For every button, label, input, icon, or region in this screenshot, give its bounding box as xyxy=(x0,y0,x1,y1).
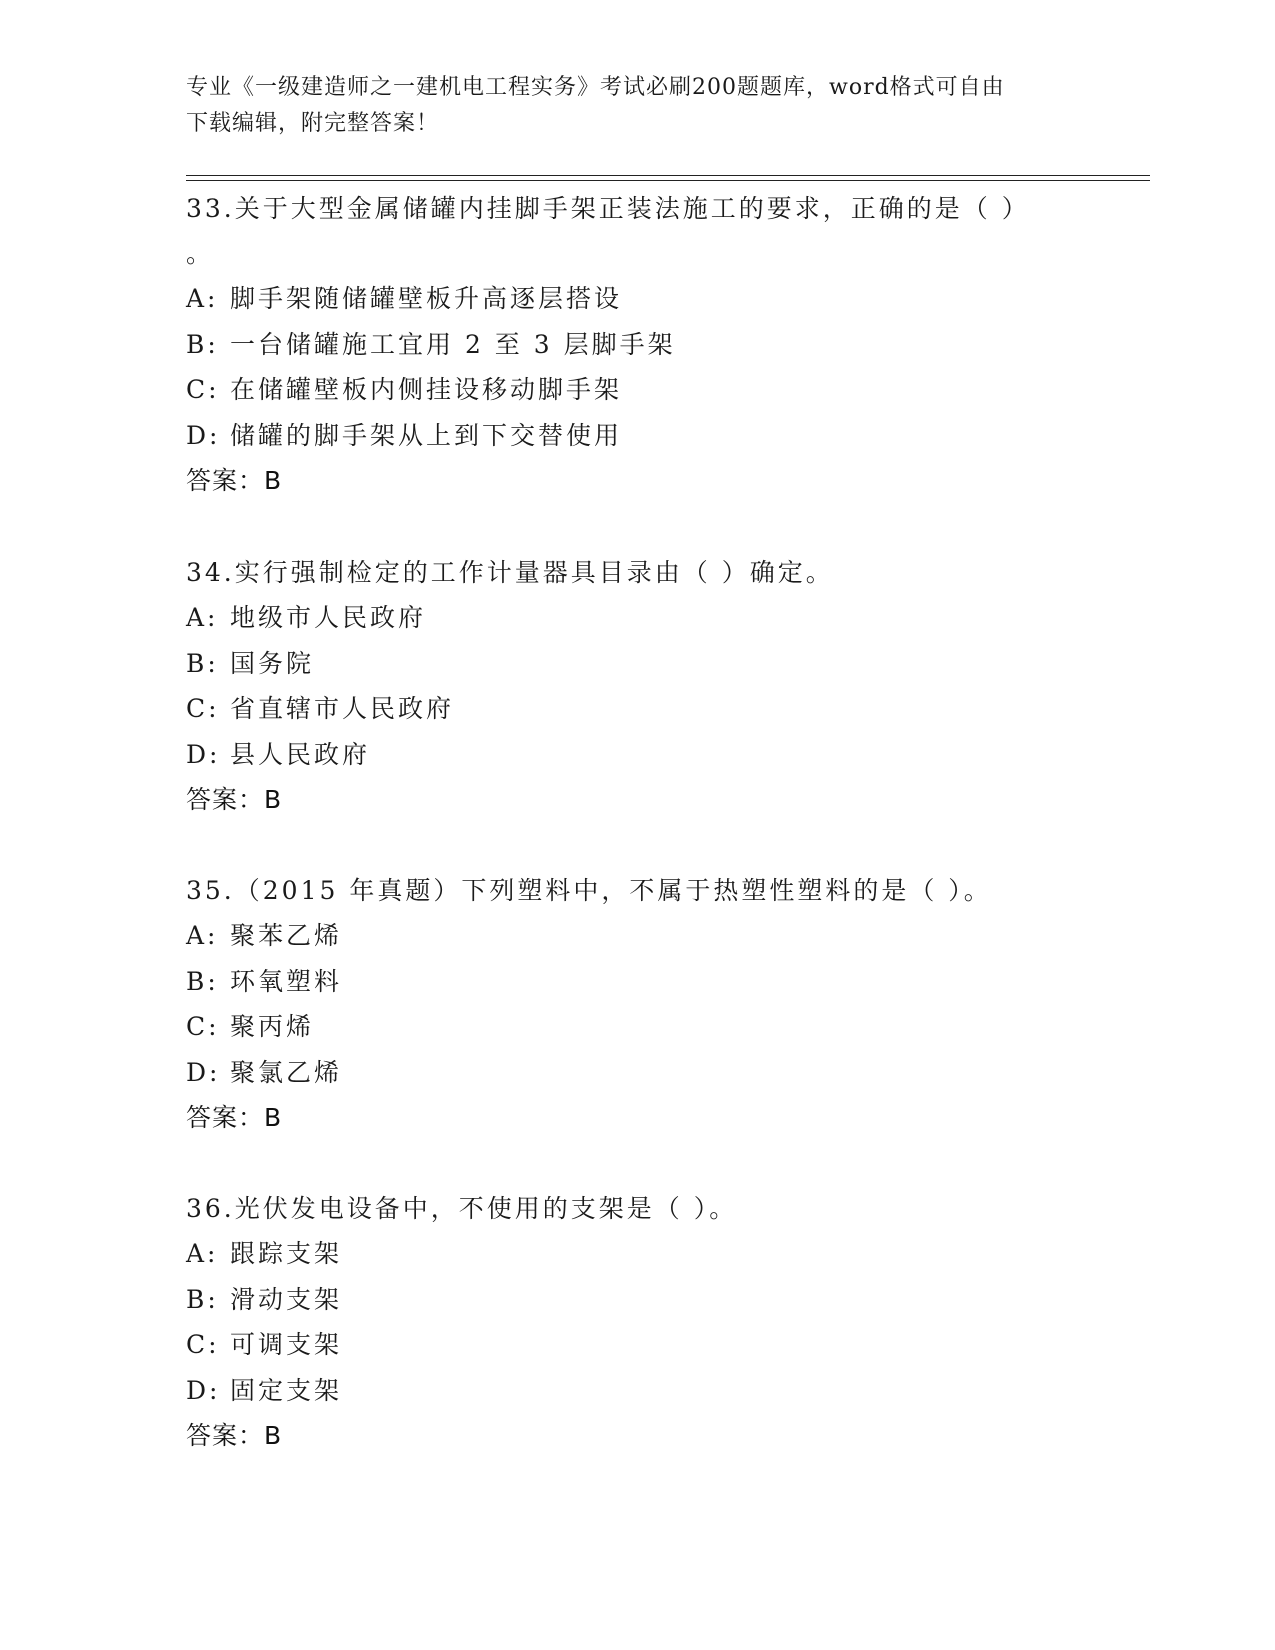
question-stem: 35.（2015 年真题）下列塑料中，不属于热塑性塑料的是（ ）。 xyxy=(186,876,992,905)
option-letter: A: xyxy=(186,603,219,632)
option-d xyxy=(186,1050,1086,1096)
option-letter: B: xyxy=(186,966,219,996)
option-c xyxy=(186,1322,1086,1368)
question-36 xyxy=(186,1186,1086,1458)
header-line-1: 专业《一级建造师之一建机电工程实务》考试必刷200题题库，word格式可自由 xyxy=(186,75,1005,100)
answer-line: 答案：B xyxy=(186,785,283,814)
option-text: 环氧塑料 xyxy=(230,966,343,996)
option-b xyxy=(186,1277,1086,1323)
option-d xyxy=(186,732,1086,778)
header-divider-bottom xyxy=(186,180,1150,181)
option-letter: D: xyxy=(186,1057,221,1087)
answer-line: 答案：B xyxy=(186,1103,283,1132)
option-text: 脚手架随储罐壁板升高逐层搭设 xyxy=(230,284,623,313)
option-a xyxy=(186,276,1086,322)
option-letter: D: xyxy=(186,1375,221,1405)
option-text: 可调支架 xyxy=(230,1330,343,1359)
option-letter: C: xyxy=(186,1330,220,1359)
option-text: 聚苯乙烯 xyxy=(230,921,343,950)
question-33 xyxy=(186,186,1086,503)
option-text: 聚丙烯 xyxy=(230,1012,315,1041)
question-stem: 33.关于大型金属储罐内挂脚手架正装法施工的要求，正确的是（ ） xyxy=(186,194,1030,223)
option-letter: C: xyxy=(186,694,220,723)
option-letter: A: xyxy=(186,284,219,313)
question-stem: 36.光伏发电设备中，不使用的支架是（ ）。 xyxy=(186,1194,738,1223)
document-header xyxy=(186,70,1066,142)
question-stem-continuation: 。 xyxy=(186,239,215,268)
question-35 xyxy=(186,868,1086,1140)
question-stem: 34.实行强制检定的工作计量器具目录由（ ）确定。 xyxy=(186,558,834,587)
option-a xyxy=(186,913,1086,959)
option-a xyxy=(186,595,1086,641)
option-letter: B: xyxy=(186,1284,219,1314)
option-text: 滑动支架 xyxy=(230,1284,343,1314)
option-b xyxy=(186,322,1086,368)
option-c xyxy=(186,367,1086,413)
option-b xyxy=(186,959,1086,1005)
option-letter: A: xyxy=(186,1239,219,1268)
option-c xyxy=(186,1004,1086,1050)
option-letter: B: xyxy=(186,329,219,359)
answer-line: 答案：B xyxy=(186,1421,283,1450)
header-line-2: 下载编辑，附完整答案！ xyxy=(186,111,440,136)
option-text: 在储罐壁板内侧挂设移动脚手架 xyxy=(230,375,623,404)
option-letter: C: xyxy=(186,375,220,404)
option-b xyxy=(186,641,1086,687)
question-34 xyxy=(186,550,1086,822)
option-letter: B: xyxy=(186,648,219,678)
option-text: 县人民政府 xyxy=(230,739,371,769)
option-text: 国务院 xyxy=(230,648,315,678)
option-text: 储罐的脚手架从上到下交替使用 xyxy=(230,420,623,450)
option-text: 固定支架 xyxy=(230,1375,343,1405)
option-a xyxy=(186,1231,1086,1277)
option-letter: A: xyxy=(186,921,219,950)
option-c xyxy=(186,686,1086,732)
option-text: 跟踪支架 xyxy=(230,1239,343,1268)
option-letter: D: xyxy=(186,739,221,769)
option-letter: C: xyxy=(186,1012,220,1041)
option-text: 地级市人民政府 xyxy=(230,603,427,632)
header-divider-top xyxy=(186,175,1150,176)
option-text: 省直辖市人民政府 xyxy=(230,694,455,723)
answer-line: 答案：B xyxy=(186,466,283,495)
option-text: 一台储罐施工宜用 2 至 3 层脚手架 xyxy=(230,329,676,359)
option-text: 聚氯乙烯 xyxy=(230,1057,343,1087)
option-d xyxy=(186,1368,1086,1414)
option-d xyxy=(186,413,1086,459)
option-letter: D: xyxy=(186,420,221,450)
